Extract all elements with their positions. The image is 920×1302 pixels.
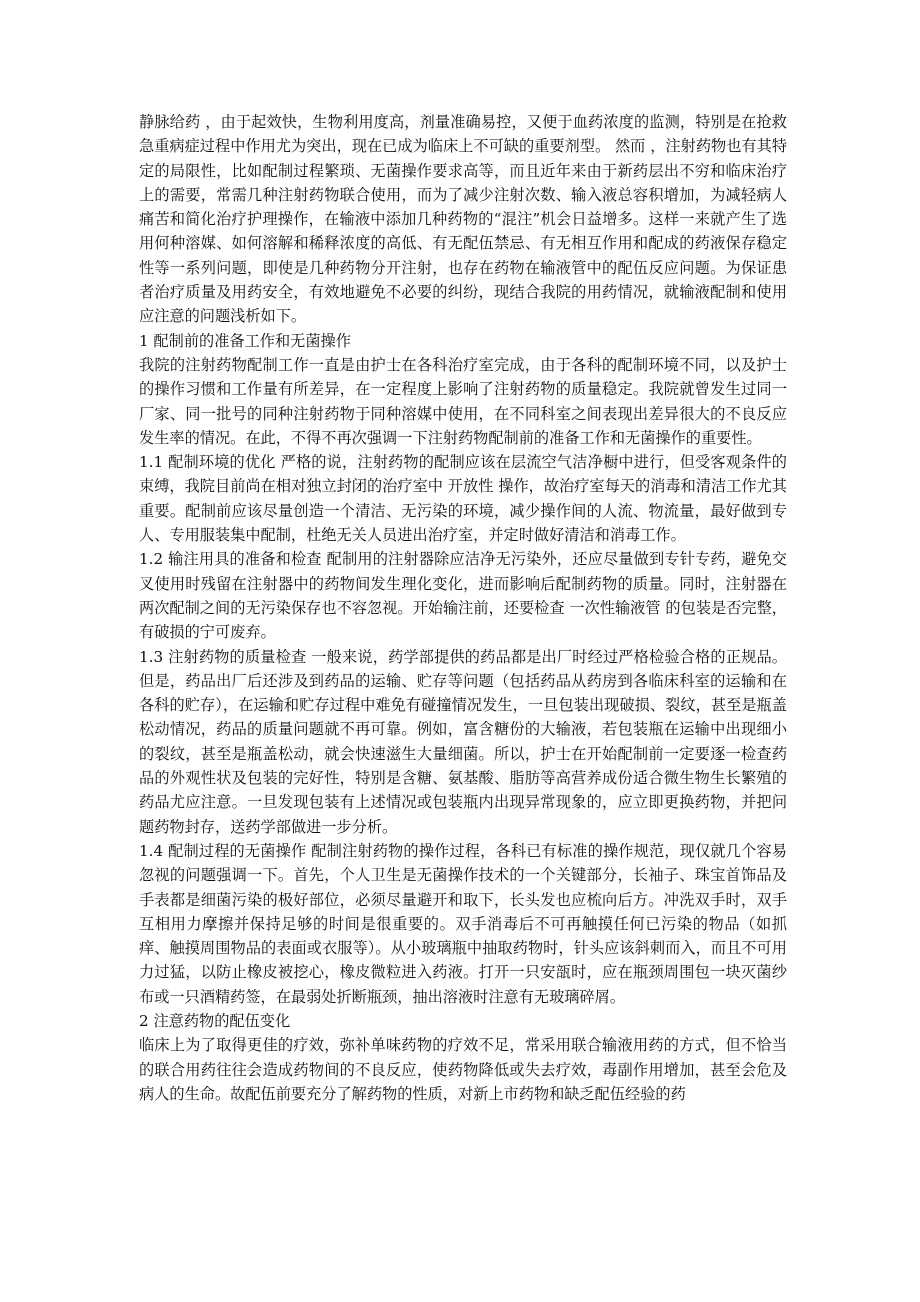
section-heading-1: 1 配制前的准备工作和无菌操作 xyxy=(139,331,351,350)
paragraph-section-1: 我院的注射药物配制工作一直是由护士在各科治疗室完成，由于各科的配制环境不同，以及护士的操作习惯和工作量有所差异，在一定程度上影响了注射药物的质量稳定。我院就曾发生过同一厂家、同一批号的同种注射药物于同种溶媒中使用，在不同科室之间表现出差异很大的不良反应发生率的情况。在此，不得不再次强调一下注射药物配制前的准备工作和无菌操作的重要性。 xyxy=(139,355,787,447)
paragraph-1-4: 1.4 配制过程的无菌操作 配制注射药物的操作过程，各科已有标准的操作规范，现仅就几个容易忽视的问题强调一下。首先，个人卫生是无菌操作技术的一个关键部分，长袖子、珠宝首饰品及手表都是细菌污染的极好部位，必须尽量避开和取下，长头发也应梳向后方。冲洗双手时，双手互相用力摩擦并保持足够的时间是很重要的。双手消毒后不可再触摸任何已污染的物品（如抓痒、触摸周围物品的表面或衣服等）。从小玻璃瓶中抽取药物时，针头应该斜刺而入，而且不可用力过猛，以防止橡皮被挖心，橡皮微粒进入药液。打开一只安瓿时，应在瓶颈周围包一块灭菌纱布或一只酒精药签，在最弱处折断瓶颈，抽出溶液时注意有无玻璃碎屑。 xyxy=(139,841,787,1006)
paragraph-intro: 静脉给药 ，由于起效快，生物利用度高，剂量准确易控，又便于血药浓度的监测，特别是在抢救急重病症过程中作用尤为突出，现在已成为临床上不可缺的重要剂型。 然而 ，注射药物也有其特定的局限性，比如配制过程繁琐、无菌操作要求高等，而且近年来由于新药层出不穷和临床治疗上的需要，常需几种注射药物联合使用，而为了减少注射次数、输入液总容积增加，为减轻病人痛苦和简化治疗护理操作，在输液中添加几种药物的“混注”机会日益增多。这样一来就产生了选用何种溶媒、如何溶解和稀释浓度的高低、有无配伍禁忌、有无相互作用和配成的药液保存稳定性等一系列问题，即使是几种药物分开注射，也存在药物在输液管中的配伍反应问题。为保证患者治疗质量及用药安全，有效地避免不必要的纠纷，现结合我院的用药情况，就输液配制和使用应注意的问题浅析如下。 xyxy=(139,113,787,326)
paragraph-1-1: 1.1 配制环境的优化 严格的说，注射药物的配制应该在层流空气洁净橱中进行，但受客观条件的束缚，我院目前尚在相对独立封闭的治疗室中 开放性 操作，故治疗室每天的消毒和清洁工作尤其重要。配制前应该尽量创造一个清洁、无污染的环境，减少操作间的人流、物流量，最好做到专人、专用服装集中配制，杜绝无关人员进出治疗室，并定时做好清洁和消毒工作。 xyxy=(139,453,787,545)
section-heading-2: 2 注意药物的配伍变化 xyxy=(139,1011,291,1030)
paragraph-section-2: 临床上为了取得更佳的疗效，弥补单味药物的疗效不足，常采用联合输液用药的方式，但不恰当的联合用药往往会造成药物间的不良反应，使药物降低或失去疗效，毒副作用增加，甚至会危及病人的生命。故配伍前要充分了解药物的性质，对新上市药物和缺乏配伍经验的药 xyxy=(139,1036,787,1103)
paragraph-1-3: 1.3 注射药物的质量检查 一般来说，药学部提供的药品都是出厂时经过严格检验合格的正规品。但是，药品出厂后还涉及到药品的运输、贮存等问题（包括药品从药房到各临床科室的运输和在各科的贮存），在运输和贮存过程中难免有碰撞情况发生，一旦包装出现破损、裂纹，甚至是瓶盖松动情况，药品的质量问题就不再可靠。例如，富含糖份的大输液，若包装瓶在运输中出现细小的裂纹，甚至是瓶盖松动，就会快速滋生大量细菌。所以，护士在开始配制前一定要逐一检查药品的外观性状及包装的完好性，特别是含糖、氨基酸、脂肪等高营养成份适合微生物生长繁殖的药品尤应注意。一旦发现包装有上述情况或包装瓶内出现异常现象的，应立即更换药物，并把问题药物封存，送药学部做进一步分析。 xyxy=(139,647,787,836)
document-body xyxy=(139,110,787,1106)
paragraph-1-2: 1.2 输注用具的准备和检查 配制用的注射器除应洁净无污染外，还应尽量做到专针专药，避免交叉使用时残留在注射器中的药物间发生理化变化，进而影响后配制药物的质量。同时，注射器在两次配制之间的无污染保存也不容忽视。开始输注前，还要检查 一次性输液管 的包装是否完整，有破损的宁可废弃。 xyxy=(139,550,787,642)
